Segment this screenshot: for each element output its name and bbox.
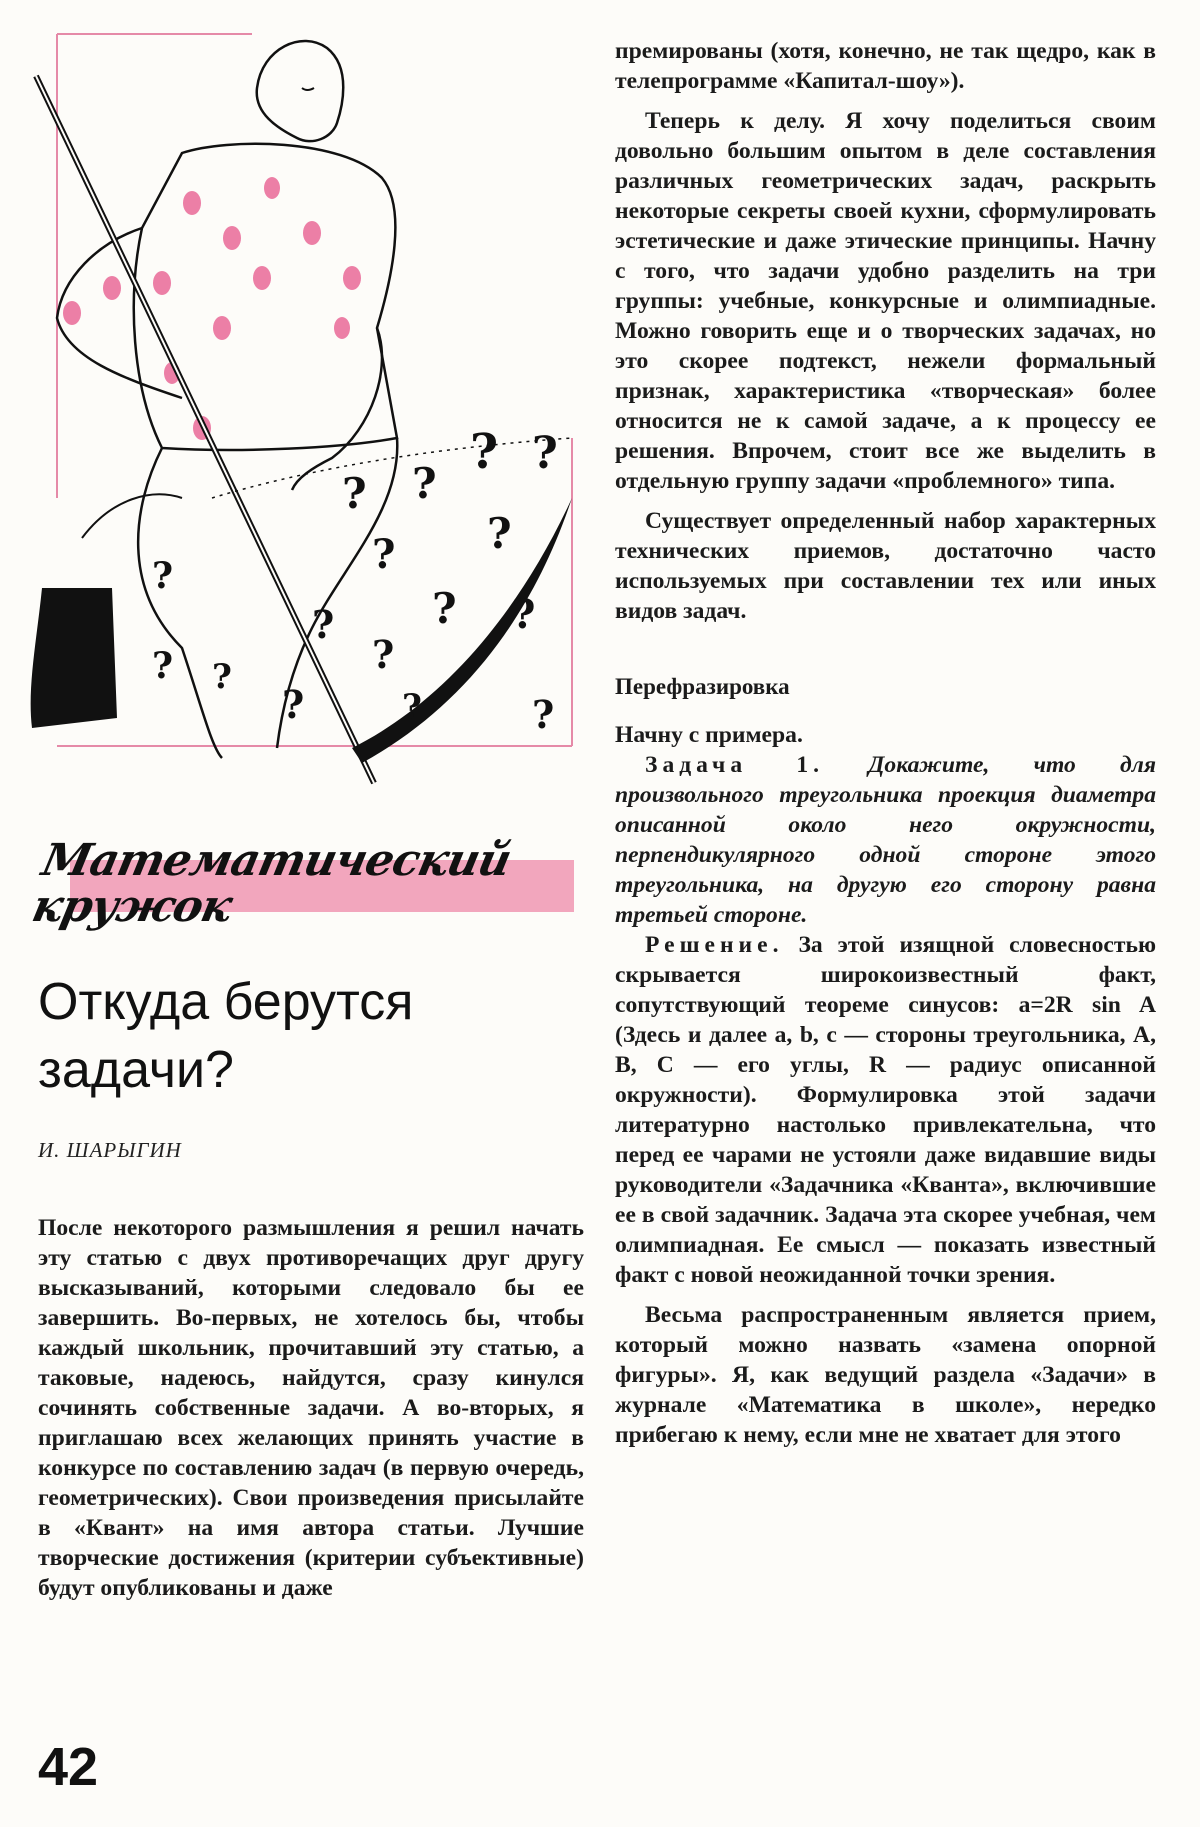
- article-title: Откуда берутся задачи?: [38, 973, 414, 1099]
- svg-text:?: ?: [512, 591, 536, 638]
- svg-text:?: ?: [487, 509, 512, 558]
- left-column: [38, 1213, 584, 1603]
- task-1: [615, 750, 1156, 930]
- intro-paragraph: После некоторого размышления я решил начать эту статью с двух противоречащих друг другу высказываний, которыми следовало бы ее завершить. Во-первых, не хотелось бы, чтобы каждый школьник, прочитавший эту статью, а таковые, надеюсь, найдутся, сразу кинулся сочинять собственные задачи. А во-вторых, я приглашаю всех желающих принять участие в конкурсе по составлению задач (в первую очередь, геометрических). Свои произведения присылайте в «Квант» на имя автора статьи. Лучшие творческие достижения (критерии субъективные) будут опубликованы и даже: [38, 1215, 584, 1601]
- svg-text:?: ?: [402, 687, 422, 727]
- section-heading: Перефразировка: [615, 674, 790, 699]
- rubric-line-2: кружок: [27, 881, 237, 932]
- page-number: 42: [38, 1737, 99, 1797]
- right-column: [615, 36, 1156, 1450]
- svg-text:?: ?: [432, 584, 457, 633]
- paragraph-4: Начну с примера.: [615, 722, 803, 748]
- task-text: Докажите, что для произвольного треугольника проекция диаметра описанной около него окружности, перпендикулярного одной стороне этого треугольника, на другую его сторону равна третьей стороне.: [615, 752, 1156, 928]
- rubric-banner: [27, 832, 574, 942]
- svg-text:?: ?: [532, 692, 555, 737]
- paragraph-5: Весьма распространенным является прием, который можно назвать «замена опорной фигуры». Я, как ведущий раздела «Задачи» в журнале «Математика в школе», нередко прибегаю к нему, если мне не хватает для этого: [615, 1302, 1156, 1448]
- article-author: И. ШАРЫГИН: [38, 1138, 182, 1162]
- svg-text:?: ?: [342, 469, 367, 518]
- svg-text:?: ?: [212, 657, 232, 697]
- question-marks: [152, 424, 558, 737]
- paragraph-3: Существует определенный набор характерных технических приемов, достаточно часто используемых при составлении тех или иных видов задач.: [615, 508, 1156, 624]
- svg-text:?: ?: [372, 632, 395, 677]
- svg-text:?: ?: [412, 459, 437, 508]
- shirt-spots: [63, 177, 361, 440]
- rubric-line-1: Математический: [37, 835, 516, 886]
- task-label: Задача 1.: [645, 752, 825, 778]
- svg-text:?: ?: [152, 645, 174, 687]
- svg-text:?: ?: [372, 531, 396, 578]
- svg-text:?: ?: [312, 602, 335, 647]
- continued-paragraph: премированы (хотя, конечно, не так щедро, как в телепрограмме «Капитал-шоу»).: [615, 38, 1156, 94]
- svg-text:?: ?: [470, 424, 499, 480]
- rubric-label: [27, 835, 608, 932]
- svg-text:?: ?: [282, 682, 305, 727]
- svg-text:?: ?: [532, 428, 558, 479]
- paragraph-2: Теперь к делу. Я хочу поделиться своим довольно большим опытом в деле составления различных геометрических задач, раскрыть некоторые секреты своей кухни, сформулировать эстетические и даже этические принципы. Начну с того, что задачи удобно разделить на три группы: учебные, конкурсные и олимпиадные. Можно говорить еще и о творческих задачах, но это скорее подтекст, нежели формальный признак, характеристика «творческая» более относится не к самой задаче, а к процессу ее решения. Впрочем, стоит все же выделить в отдельную группу задачи «проблемного» типа.: [615, 108, 1156, 494]
- solution-label: Решение.: [645, 932, 784, 958]
- mower-illustration: [12, 28, 592, 803]
- solution-text: За этой изящной словесностью скрывается широкоизвестный факт, сопутствующий теореме синусов: a=2R sin A (Здесь и далее a, b, c — стороны треугольника, A, B, C — его углы, R — радиус описанной окружности). Формулировка этой задачи литературно настолько привлекательна, что перед ее чарами не устояли даже видавшие виды руководители «Задачника «Кванта», включившие ее в свой задачник. Задача эта скорее учебная, чем олимпиадная. Ее смысл — показать известный факт с новой неожиданной точки зрения.: [615, 932, 1156, 1288]
- svg-text:?: ?: [152, 555, 174, 597]
- solution: [615, 930, 1156, 1290]
